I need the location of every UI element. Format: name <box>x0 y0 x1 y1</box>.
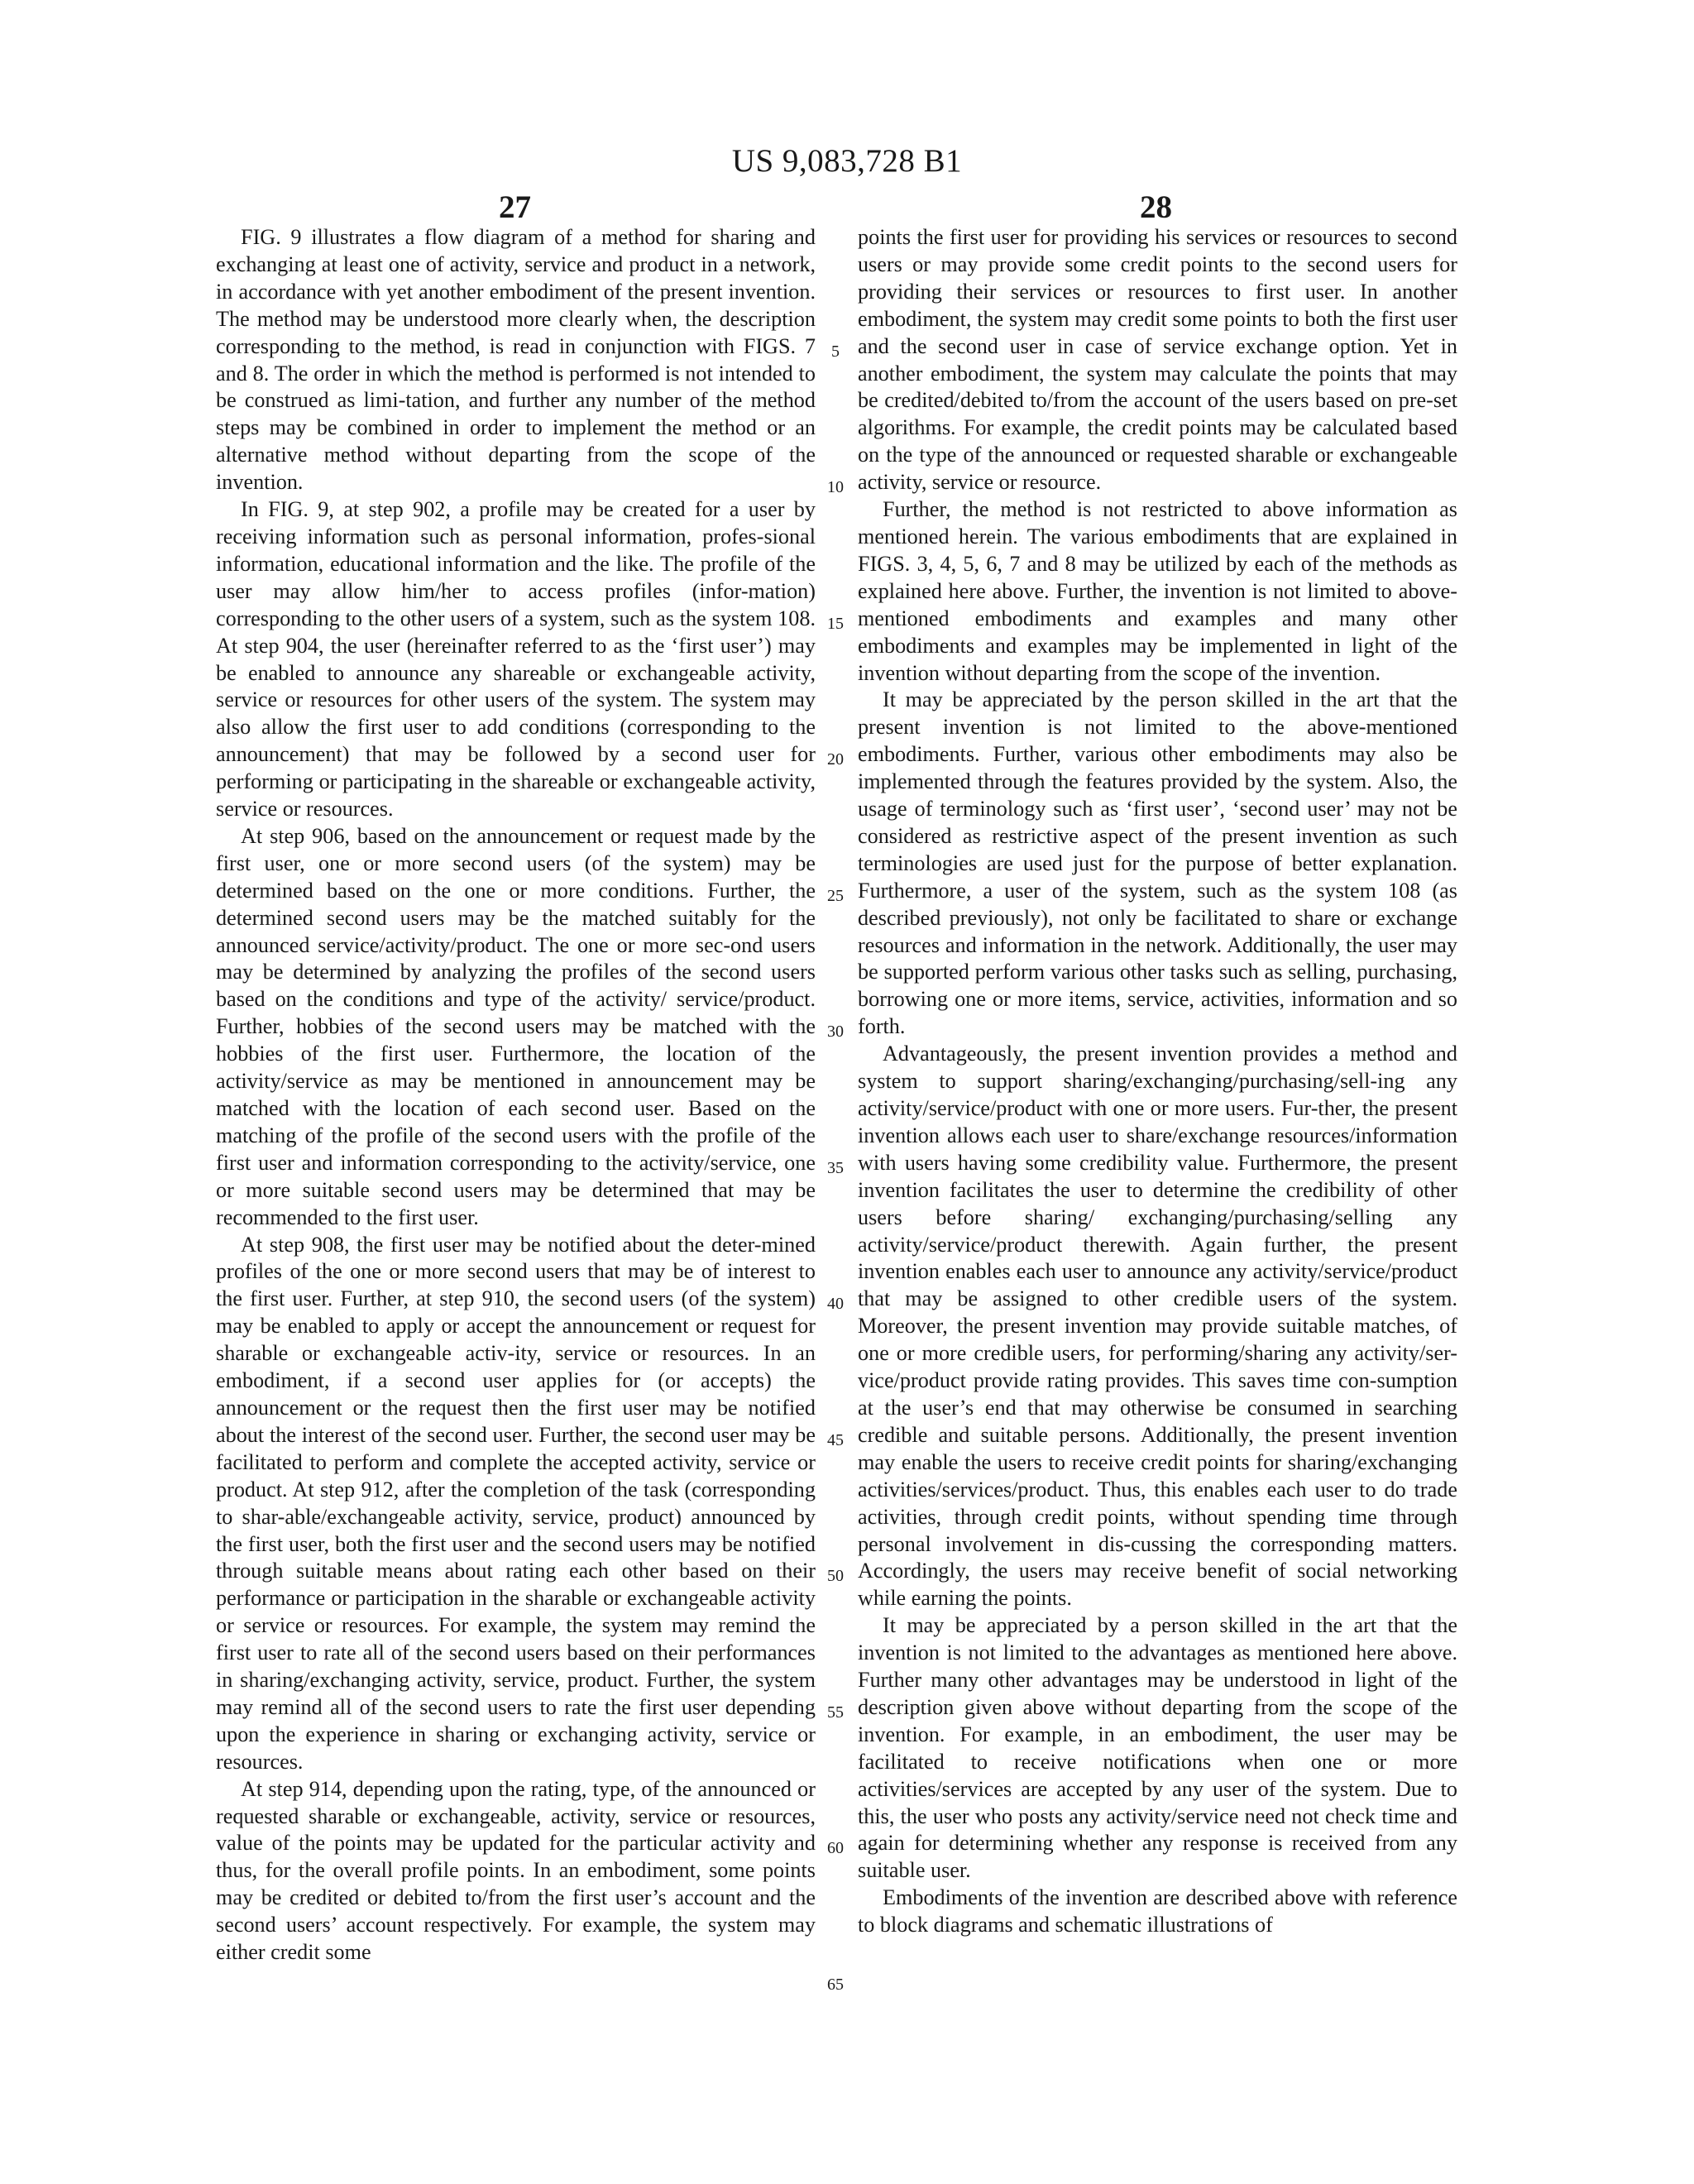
line-number: 40 <box>827 1295 844 1313</box>
line-number: 55 <box>827 1703 844 1722</box>
line-number: 35 <box>827 1159 844 1177</box>
right-column <box>858 224 1457 1939</box>
paragraph: It may be appreciated by a person skilled in the art that the invention is not limited to the advantages as mentioned here above. Further many other advantages may be understood in light of the description given above without departing from the scope of the invention. For example, in an embodiment, the user may be facilitated to receive notifications when one or more activities/services are accepted by any user of the system. Due to this, the user who posts any activity/service need not check time and again for determining whether any response is received from any suitable user. <box>858 1613 1457 1883</box>
paragraph: points the first user for providing his services or resources to second users or may provide some credit points to the second users for providing their services or resources to first user. In another embodiment, the system may credit some points to both the first user and the second user in case of service exchange option. Yet in another embodiment, the system may calculate the points that may be credited/debited to/from the account of the users based on pre-set algorithms. For example, the credit points may be calculated based on the type of the announced or requested sharable or exchangeable activity, service or resource. <box>858 225 1457 495</box>
line-number: 60 <box>827 1839 844 1857</box>
line-number: 15 <box>827 615 844 633</box>
line-number: 45 <box>827 1431 844 1449</box>
paragraph: At step 906, based on the announcement or request made by the first user, one or more second users (of the system) may be determined based on the one or more conditions. Further, the determined second users may be the matched suitably for the announced service/activity/product. The one or more sec-ond users may be determined by analyzing the profiles of the second users based on the conditions and type of the activity/ service/product. Further, hobbies of the second users may be matched with the hobbies of the first user. Furthermore, the location of the activity/service as may be mentioned in announcement may be matched with the location of each second user. Based on the matching of the profile of the second users with the profile of the first user and information corresponding to the activity/service, one or more suitable second users may be determined that may be recommended to the first user. <box>216 823 816 1229</box>
paragraph: Further, the method is not restricted to above information as mentioned herein. The various embodiments that are explained in FIGS. 3, 4, 5, 6, 7 and 8 may be utilized by each of the methods as explained here above. Further, the invention is not limited to above-mentioned embodiments and examples and many other embodiments and examples may be implemented in light of the invention without departing from the scope of the invention. <box>858 497 1457 685</box>
line-number: 65 <box>827 1976 844 1994</box>
page-number-right: 28 <box>1140 189 1172 225</box>
paragraph: Embodiments of the invention are described above with reference to block diagrams and schematic illustrations of <box>858 1885 1457 1937</box>
paragraph: At step 908, the first user may be notified about the deter-mined profiles of the one or more second users that may be of interest to the first user. Further, at step 910, the second users (of the system) may be enabled to apply or accept the announcement or request for sharable or exchangeable activ-ity, service or resources. In an embodiment, if a second user applies for (or accepts) the announcement or the request then the first user may be notified about the interest of the second user. Further, the second user may be facilitated to perform and complete the accepted activity, service or product. At step 912, after the completion of the task (corresponding to shar-able/exchangeable activity, service, product) announced by the first user, both the first user and the second users may be notified through suitable means about rating each other based on their performance or participation in the sharable or exchangeable activity or service or resources. For example, the system may remind the first user to rate all of the second users based on their performances in sharing/exchanging activity, service, product. Further, the system may remind all of the second users to rate the first user depending upon the experience in sharing or exchanging activity, service or resources. <box>216 1232 816 1774</box>
line-number: 10 <box>827 478 844 496</box>
page-number-left: 27 <box>499 189 531 225</box>
line-number: 20 <box>827 750 844 769</box>
paragraph: FIG. 9 illustrates a flow diagram of a method for sharing and exchanging at least one of activity, service and product in a network, in accordance with yet another embodiment of the present invention. The method may be understood more clearly when, the description corresponding to the method, is read in conjunction with FIGS. 7 and 8. The order in which the method is performed is not intended to be construed as limi-tation, and further any number of the method steps may be combined in order to implement the method or an alternative method without departing from the scope of the invention. <box>216 225 816 495</box>
left-column <box>216 224 816 1966</box>
paragraph: It may be appreciated by the person skilled in the art that the present invention is not limited to the above-mentioned embodiments. Further, various other embodiments may also be implemented through the features provided by the system. Also, the usage of terminology such as ‘first user’, ‘second user’ may not be considered as restrictive aspect of the present invention as such terminologies are used just for the purpose of better explanation. Furthermore, a user of the system, such as the system 108 (as described previously), not only be facilitated to share or exchange resources and information in the network. Additionally, the user may be supported perform various other tasks such as selling, purchasing, borrowing one or more items, service, activities, information and so forth. <box>858 687 1457 1039</box>
paragraph: Advantageously, the present invention provides a method and system to support sharing/exchanging/purchasing/sell-ing any activity/service/product with one or more users. Fur-ther, the present invention allows each user to share/exchange resources/information with users having some credibility value. Furthermore, the present invention facilitates the user to determine the credibility of other users before sharing/ exchanging/purchasing/selling any activity/service/product therewith. Again further, the present invention enables each user to announce any activity/service/product that may be assigned to other credible users of the system. Moreover, the present invention may provide suitable matches, of one or more credible users, for performing/sharing any activity/ser-vice/product provide rating provides. This saves time con-sumption at the user’s end that may otherwise be consumed in searching credible and suitable persons. Additionally, the present invention may enable the users to receive credit points for sharing/exchanging activities/services/product. Thus, this enables each user to do trade activities, through credit points, without spending time through personal involvement in dis-cussing the corresponding matters. Accordingly, the users may receive benefit of social networking while earning the points. <box>858 1042 1457 1611</box>
line-number: 30 <box>827 1023 844 1041</box>
line-number: 5 <box>831 342 840 361</box>
paragraph: In FIG. 9, at step 902, a profile may be created for a user by receiving information such as personal information, profes-sional information, educational information and the like. The profile of the user may allow him/her to access profiles (infor-mation) corresponding to the other users of a system, such as the system 108. At step 904, the user (hereinafter referred to as the ‘first user’) may be enabled to announce any shareable or exchangeable activity, service or resources for other users of the system. The system may also allow the first user to add conditions (corresponding to the announcement) that may be followed by a second user for performing or participating in the shareable or exchangeable activity, service or resources. <box>216 497 816 821</box>
paragraph: At step 914, depending upon the rating, type, of the announced or requested sharable or exchangeable, activity, service or resources, value of the points may be updated for the particular activity and thus, for the overall profile points. In an embodiment, some points may be credited or debited to/from the first user’s account and the second users’ account respectively. For example, the system may either credit some <box>216 1776 816 1965</box>
patent-number: US 9,083,728 B1 <box>731 143 963 179</box>
line-number: 25 <box>827 887 844 905</box>
line-number: 50 <box>827 1567 844 1585</box>
